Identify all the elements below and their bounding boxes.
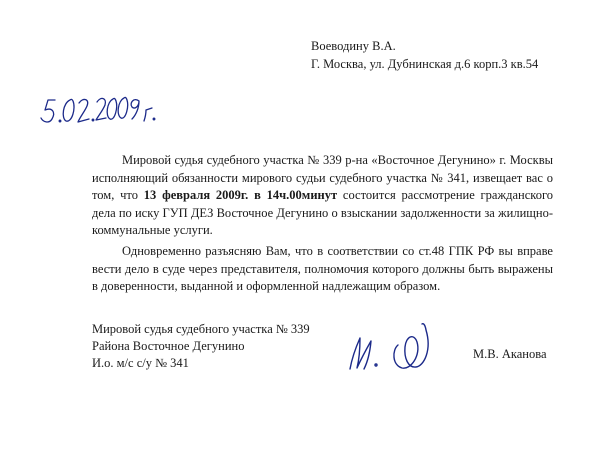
addressee-name: Воеводину В.А. [311, 39, 396, 53]
paragraph-representative: Одновременно разъясняю Вам, что в соответствии со ст.48 ГПК РФ вы вправе вести дело в суде через представителя, полномочия которого должны быть выражены в доверенности, выданной и оформленной надлежащим образом. [92, 243, 553, 294]
signer-title-line: Мировой судья судебного участка № 339 [92, 322, 310, 336]
signer-district-line: Района Восточное Дегунино [92, 339, 245, 354]
addressee-address: Г. Москва, ул. Дубнинская д.6 корп.3 кв.54 [311, 57, 539, 71]
signer-acting-line: И.о. м/с с/у № 341 [92, 356, 189, 371]
notice-text-start: Мировой судья судебного участка № 339 р-на «Восточное Дегунино» г. Москвы исполняющий обязанности мирового судьи судебного участка № 341, извещает вас о том, что [92, 153, 553, 203]
signer-name: М.В. Аканова [473, 347, 547, 361]
hearing-datetime: 13 февраля 2009г. в 14ч.00минут [143, 188, 338, 203]
notice-text-end: состоится рассмотрение гражданского дела по иску ГУП ДЕЗ Восточное Дегунино о взыскании задолженности за жилищно-коммунальные услуги. [92, 188, 554, 238]
